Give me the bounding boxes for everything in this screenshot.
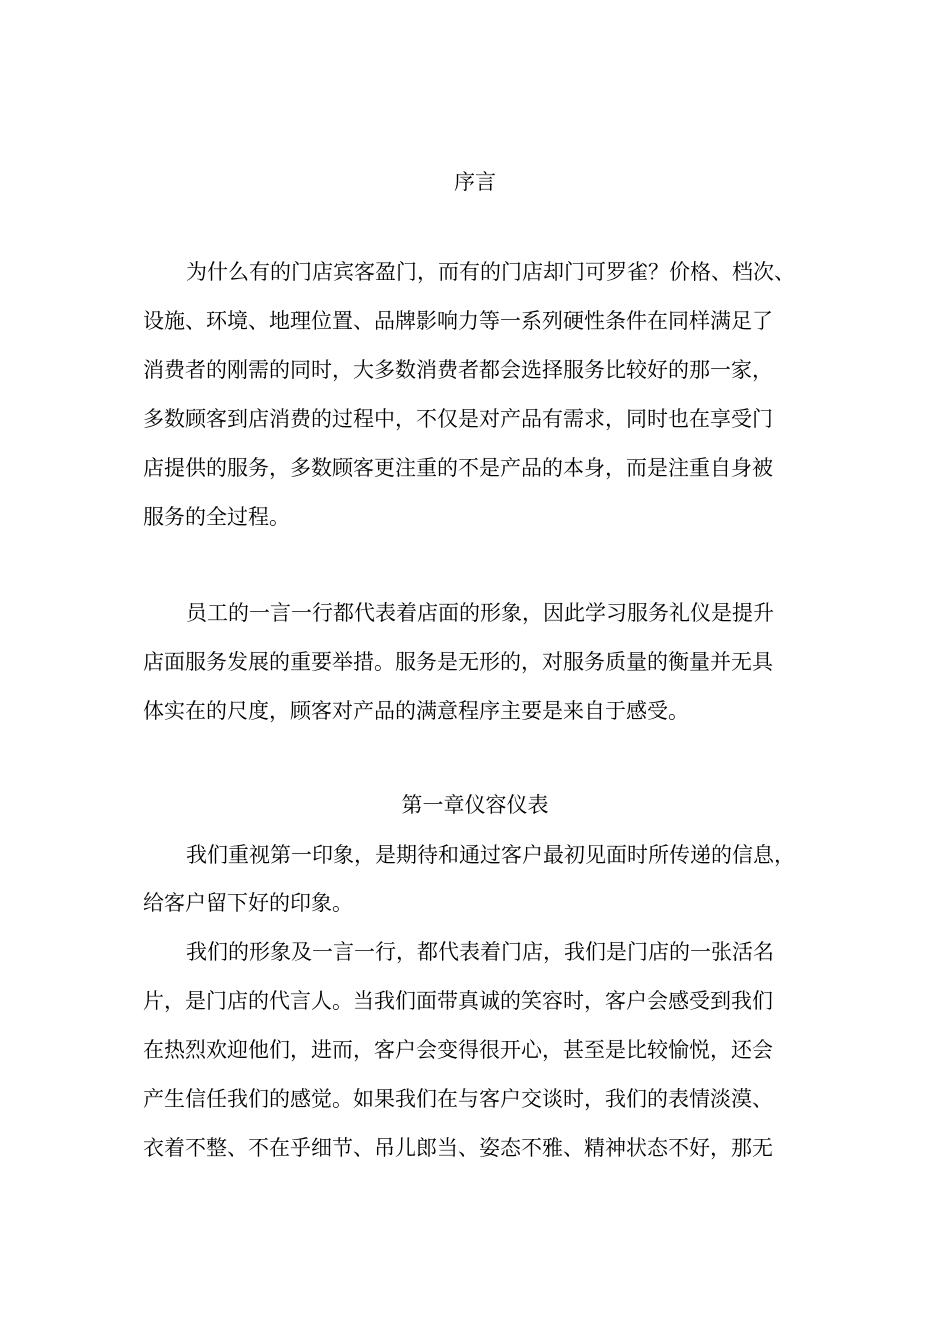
chapter1-p2-line-4: 产生信任我们的感觉。如果我们在与客户交谈时，我们的表情淡漠、 (143, 1087, 773, 1111)
preface-p1-line-5: 店提供的服务，多数顾客更注重的不是产品的本身，而是注重自身被 (143, 456, 773, 480)
chapter1-p1-line-2: 给客户留下好的印象。 (143, 891, 353, 915)
chapter1-p2-line-1: 我们的形象及一言一行，都代表着门店，我们是门店的一张活名 (186, 940, 774, 964)
preface-p1-line-1: 为什么有的门店宾客盈门，而有的门店却门可罗雀？价格、档次、 (186, 260, 795, 284)
preface-p2-line-3: 体实在的尺度，顾客对产品的满意程序主要是来自于感受。 (143, 699, 689, 723)
preface-p1-line-3: 消费者的刚需的同时，大多数消费者都会选择服务比较好的那一家， (143, 358, 773, 382)
preface-title: 序言 (454, 170, 496, 194)
preface-p2-line-1: 员工的一言一行都代表着店面的形象，因此学习服务礼仪是提升 (186, 601, 774, 625)
chapter1-title: 第一章仪容仪表 (401, 793, 549, 817)
chapter1-p2-line-5: 衣着不整、不在乎细节、吊儿郎当、姿态不雅、精神状态不好，那无 (143, 1136, 773, 1160)
preface-p2-line-2: 店面服务发展的重要举措。服务是无形的，对服务质量的衡量并无具 (143, 650, 773, 674)
preface-p1-line-4: 多数顾客到店消费的过程中，不仅是对产品有需求，同时也在享受门 (143, 407, 773, 431)
preface-p1-line-2: 设施、环境、地理位置、品牌影响力等一系列硬性条件在同样满足了 (143, 309, 773, 333)
chapter1-p2-line-2: 片，是门店的代言人。当我们面带真诚的笑容时，客户会感受到我们 (143, 989, 773, 1013)
preface-p1-line-6: 服务的全过程。 (143, 505, 290, 529)
chapter1-p1-line-1: 我们重视第一印象，是期待和通过客户最初见面时所传递的信息， (186, 843, 795, 867)
chapter1-p2-line-3: 在热烈欢迎他们，进而，客户会变得很开心，甚至是比较愉悦，还会 (143, 1038, 773, 1062)
